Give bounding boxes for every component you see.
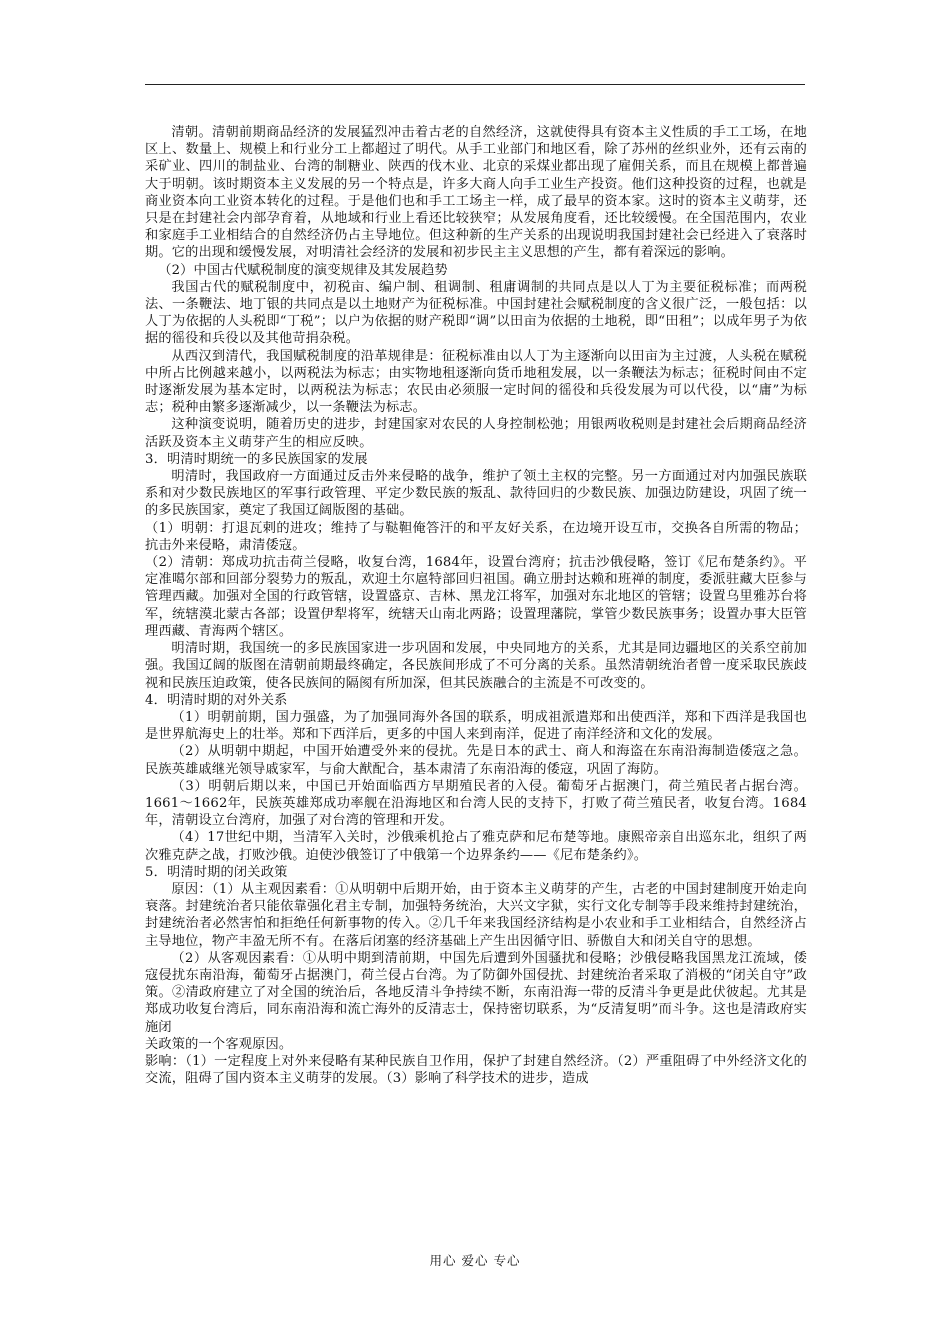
paragraph-line: 3．明清时期统一的多民族国家的发展 — [145, 451, 368, 467]
paragraph: （3）明朝后期以来，中国已开始面临西方早期殖民者的入侵。葡萄牙占据澳门，荷兰殖民者占据台湾。1661～1662年，民族英雄郑成功率舰在沿海地区和台湾人民的支持下，打败了荷兰殖民者，收复台湾。1684年，清朝设立台湾府，加强了对台湾的管理和开发。 — [145, 778, 807, 829]
page-footer: 用心 爱心 专心 — [429, 1253, 521, 1268]
paragraph: （2）从客观因素看：①从明中期到清前期，中国先后遭到外国骚扰和侵略；沙俄侵略我国黑龙江流域，倭寇侵扰东南沿海，葡萄牙占据澳门，荷兰侵占台湾。为了防御外国侵扰、封建统治者采取了消极的“闭关自守”政策。②清政府建立了对全国的统治后，各地反清斗争持续不断，东南沿海一带的反清斗争更是此伏彼起。尤其是郑成功收复台湾后，同东南沿海和流亡海外的反清志士，保持密切联系，为“反清复明”而斗争。这也是清政府实施闭 — [145, 950, 807, 1035]
paragraph-line: 5．明清时期的闭关政策 — [145, 864, 288, 880]
paragraph: 明清时，我国政府一方面通过反击外来侵略的战争，维护了领土主权的完整。另一方面通过对内加强民族联系和对少数民族地区的军事行政管理、平定少数民族的叛乱、款待回归的少数民族、加强边防建设，巩固了统一的多民族国家，奠定了我国辽阔版图的基础。 — [145, 469, 807, 519]
paragraph: （2）从明朝中期起，中国开始遭受外来的侵扰。先是日本的武士、商人和海盗在东南沿海制造倭寇之急。民族英雄戚继光领导戚家军，与俞大猷配合，基本肃清了东南沿海的倭寇，巩固了海防。 — [145, 744, 807, 777]
paragraph: 明清时期，我国统一的多民族国家进一步巩固和发展，中央同地方的关系，尤其是同边疆地区的关系空前加强。我国辽阔的版图在清朝前期最终确定，各民族间形成了不可分离的关系。虽然清朝统治者曾一度采取民族歧视和民族压迫政策，使各民族间的隔阂有所加深，但其民族融合的主流是不可改变的。 — [145, 641, 807, 691]
paragraph: 从西汉到清代，我国赋税制度的沿革规律是：征税标准由以人丁为主逐渐向以田亩为主过渡，人头税在赋税中所占比例越来越小，以两税法为标志；由实物地租逐渐向货币地租发展，以一条鞭法为标志；征税时间由不定时逐渐发展为基本定时，以两税法为标志；农民由必须服一定时间的徭役和兵役发展为可以代役，以“庸”为标志；税种由繁多逐渐减少，以一条鞭法为标志。 — [145, 348, 807, 416]
paragraph-line: 影响：（1）一定程度上对外来侵略有某种民族自卫作用，保护了封建自然经济。（2）严重阻碍了中外经济文化的交流，阻碍了国内资本主义萌芽的发展。（3）影响了科学技术的进步，造成 — [145, 1053, 807, 1087]
paragraph-line: 4．明清时期的对外关系 — [145, 692, 288, 708]
paragraph-line: （2）清朝：郑成功抗击荷兰侵略，收复台湾，1684年，设置台湾府；抗击沙俄侵略，签订《尼布楚条约》。平定准噶尔部和回部分裂势力的叛乱，欢迎土尔扈特部回归祖国。确立册封达赖和班禅的制度，委派驻藏大臣参与管理西藏。加强对全国的行政管辖，设置盛京、吉林、黑龙江将军，加强对东北地区的管辖；设置乌里雅苏台将军，统辖漠北蒙古各部；设置伊犁将军，统辖天山南北两路；设置理藩院，掌管少数民族事务；设置办事大臣管理西藏、青海两个辖区。 — [145, 555, 807, 639]
paragraph: （1）明朝前期，国力强盛，为了加强同海外各国的联系，明成祖派遣郑和出使西洋，郑和下西洋是我国也是世界航海史上的壮举。郑和下西洋后，更多的中国人来到南洋，促进了南洋经济和文化的发展。 — [145, 709, 807, 743]
header-rule — [145, 84, 805, 85]
document-body — [145, 124, 807, 1087]
paragraph: 原因：（1）从主观因素看：①从明朝中后期开始，由于资本主义萌芽的产生，古老的中国封建制度开始走向衰落。封建统治者只能依靠强化君主专制，加强特务统治，大兴文字狱，实行文化专制等手段来维持封建统治，封建统治者必然害怕和拒绝任何新事物的传入。②几千年来我国经济结构是小农业和手工业相结合，自然经济占主导地位，物产丰盈无所不有。在落后闭塞的经济基础上产生出因循守旧、骄傲自大和闭关自守的思想。 — [145, 881, 807, 949]
paragraph: （4）17世纪中期，当清军入关时，沙俄乘机抢占了雅克萨和尼布楚等地。康熙帝亲自出巡东北，组织了两次雅克萨之战，打败沙俄。迫使沙俄签订了中俄第一个边界条约——《尼布楚条约》。 — [145, 830, 807, 863]
paragraph: （2）中国古代赋税制度的演变规律及其发展趋势 — [158, 262, 448, 278]
paragraph-line: （1）明朝：打退瓦剌的进攻；维持了与鞑靼俺答汗的和平友好关系，在边境开设互市，交换各自所需的物品；抗击外来侵略，肃清倭寇。 — [145, 520, 807, 553]
paragraph: 这种演变说明，随着历史的进步，封建国家对农民的人身控制松弛；用银两收税则是封建社会后期商品经济活跃及资本主义萌芽产生的相应反映。 — [145, 417, 807, 450]
paragraph: 清朝。清朝前期商品经济的发展猛烈冲击着古老的自然经济，这就使得具有资本主义性质的手工工场，在地区上、数量上、规模上和行业分工上都超过了明代。从手工业部门和地区看，除了苏州的丝织业外，还有云南的采矿业、四川的制盐业、台湾的制糖业、陕西的伐木业、北京的采煤业都出现了雇佣关系，而且在规模上都普遍大于明朝。该时期资本主义发展的另一个特点是，许多大商人向手工业生产投资。他们这种投资的过程，也就是商业资本向工业资本转化的过程。于是他们也和手工工场主一样，成了最早的资本家。这时的资本主义萌芽，还只是在封建社会内部孕育着，从地域和行业上看还比较狭窄；从发展角度看，还比较缓慢。在全国范围内，农业和家庭手工业相结合的自然经济仍占主导地位。但这种新的生产关系的出现说明我国封建社会已经进入了衰落时期。它的出现和缓慢发展，对明清社会经济的发展和初步民主主义思想的产生，都有着深远的影响。 — [145, 125, 807, 261]
paragraph-line: 关政策的一个客观原因。 — [145, 1036, 293, 1052]
paragraph: 我国古代的赋税制度中，初税亩、编户制、租调制、租庸调制的共同点是以人丁为主要征税标准；而两税法、一条鞭法、地丁银的共同点是以土地财产为征税标准。中国封建社会赋税制度的含义很广泛，一般包括：以人丁为依据的人头税即“丁税”；以户为依据的财产税即“调”以田亩为依据的土地税，即“田租”；以成年男子为依据的徭役和兵役以及其他苛捐杂税。 — [145, 279, 807, 347]
